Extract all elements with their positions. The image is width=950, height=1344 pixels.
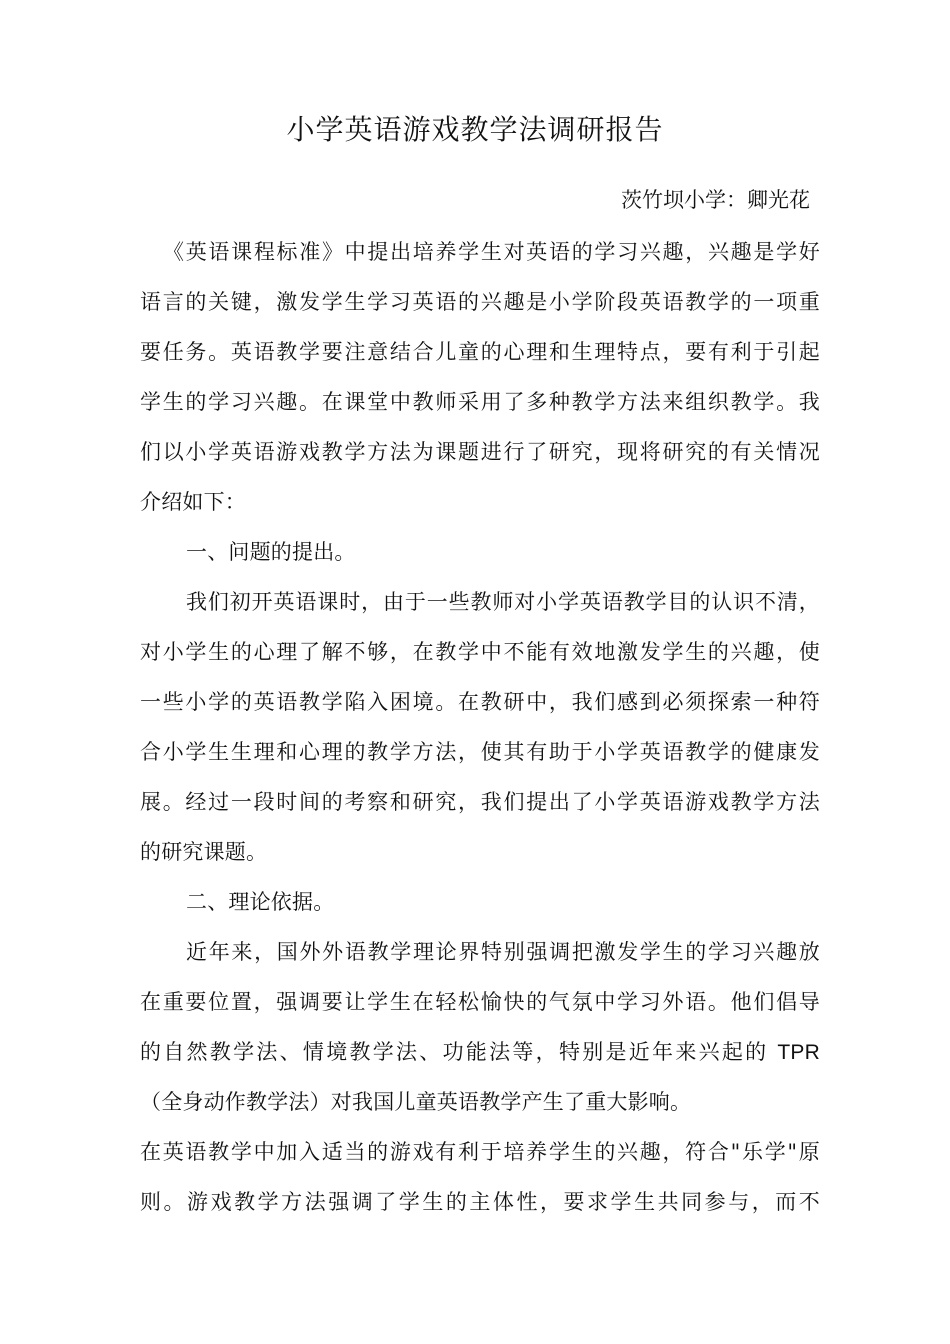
section-3-line-2: 则。游戏教学方法强调了学生的主体性，要求学生共同参与，而不 bbox=[140, 1190, 820, 1214]
section-1-line-5: 展。经过一段时间的考察和研究，我们提出了小学英语游戏教学方法 bbox=[140, 790, 820, 814]
section-1-line-4: 合小学生生理和心理的教学方法，使其有助于小学英语教学的健康发 bbox=[140, 740, 820, 764]
intro-line-3: 要任务。英语教学要注意结合儿童的心理和生理特点，要有利于引起 bbox=[140, 340, 820, 364]
intro-line-4: 学生的学习兴趣。在课堂中教师采用了多种教学方法来组织教学。我 bbox=[140, 390, 820, 414]
section-2-line-2: 在重要位置，强调要让学生在轻松愉快的气氛中学习外语。他们倡导 bbox=[140, 990, 820, 1014]
section-2-heading: 二、理论依据。 bbox=[186, 890, 335, 914]
document-title: 小学英语游戏教学法调研报告 bbox=[286, 113, 664, 146]
section-2-line-4: （全身动作教学法）对我国儿童英语教学产生了重大影响。 bbox=[140, 1090, 692, 1114]
section-1-line-1: 我们初开英语课时，由于一些教师对小学英语教学目的认识不清， bbox=[186, 590, 820, 614]
tpr-term: TPR bbox=[777, 1041, 820, 1064]
intro-line-6: 介绍如下： bbox=[140, 490, 246, 514]
author-line: 茨竹坝小学：卿光花 bbox=[621, 188, 810, 212]
section-1-line-2: 对小学生的心理了解不够，在教学中不能有效地激发学生的兴趣，使 bbox=[140, 640, 820, 664]
section-2-line-1: 近年来，国外外语教学理论界特别强调把激发学生的学习兴趣放 bbox=[186, 940, 820, 964]
intro-line-5: 们以小学英语游戏教学方法为课题进行了研究，现将研究的有关情况 bbox=[140, 440, 820, 464]
section-2-line-3-text: 的自然教学法、情境教学法、功能法等，特别是近年来兴起的 bbox=[140, 1040, 778, 1064]
section-1-heading: 一、问题的提出。 bbox=[186, 540, 356, 564]
section-3-line-1: 在英语教学中加入适当的游戏有利于培养学生的兴趣，符合"乐学"原 bbox=[140, 1140, 821, 1164]
intro-line-1: 《英语课程标准》中提出培养学生对英语的学习兴趣，兴趣是学好 bbox=[163, 240, 820, 264]
section-2-line-3 bbox=[140, 1036, 820, 1069]
section-1-line-3: 一些小学的英语教学陷入困境。在教研中，我们感到必须探索一种符 bbox=[140, 690, 820, 714]
section-1-line-6: 的研究课题。 bbox=[140, 840, 268, 864]
intro-line-2: 语言的关键，激发学生学习英语的兴趣是小学阶段英语教学的一项重 bbox=[140, 290, 820, 314]
